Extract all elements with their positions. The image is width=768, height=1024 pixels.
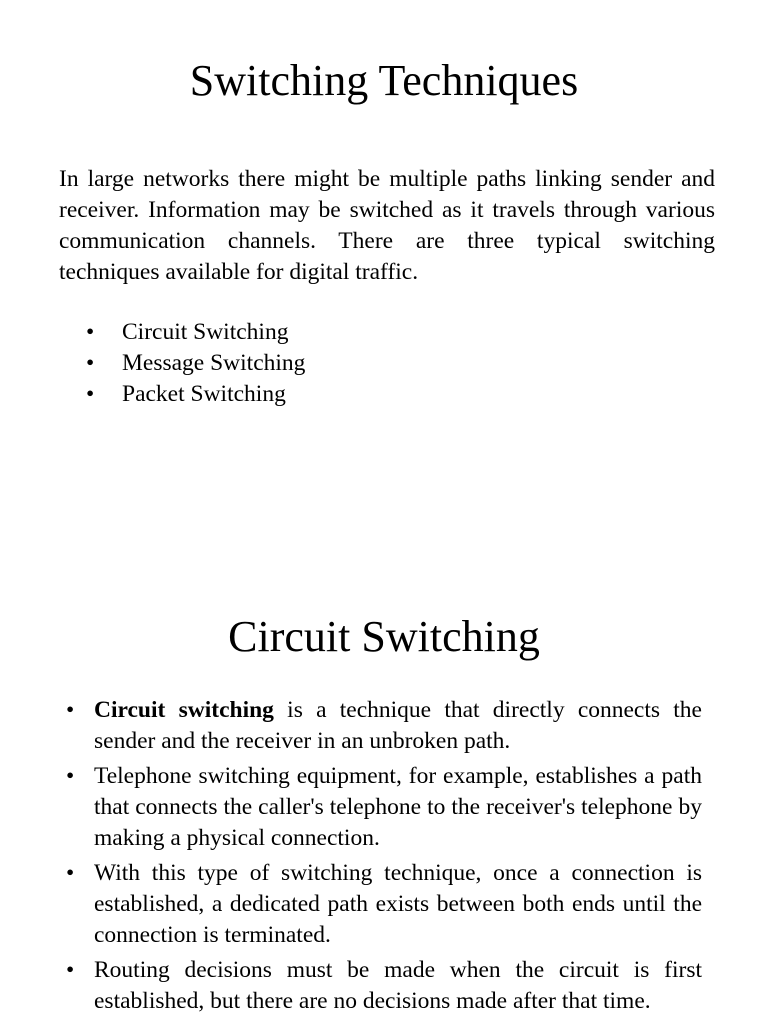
bullet-text: Telephone switching equipment, for example, establishes a path that connects the caller's telephone to the receiver's telephone by making a physical connection.	[94, 763, 702, 851]
list-item	[86, 317, 305, 348]
bullet-icon: •	[66, 697, 75, 723]
circuit-switching-bullets	[66, 695, 702, 1021]
list-item	[86, 348, 305, 379]
bullet-icon: •	[86, 319, 95, 345]
slide-title-circuit-switching: Circuit Switching	[228, 612, 540, 661]
list-item	[66, 858, 702, 951]
bullet-icon: •	[66, 957, 75, 983]
list-item-label: Message Switching	[122, 350, 306, 376]
bullet-icon: •	[66, 763, 75, 789]
list-item	[86, 379, 305, 410]
bullet-text: With this type of switching technique, once a connection is established, a dedicated path exists between both ends until the connection is terminated.	[94, 860, 702, 948]
bullet-icon: •	[86, 350, 95, 376]
bullet-text: is a technique that directly connects the sender and the receiver in an unbroken path.	[94, 697, 702, 754]
bullet-text: Routing decisions must be made when the circuit is first established, but there are no decisions made after that time.	[94, 957, 702, 1014]
techniques-list	[86, 317, 305, 410]
slide-title-switching-techniques: Switching Techniques	[189, 56, 579, 105]
bullet-icon: •	[66, 860, 75, 886]
bold-term: Circuit switching	[94, 697, 274, 723]
intro-paragraph: In large networks there might be multiple paths linking sender and receiver. Information may be switched as it travels through various communication channels. There are three typical switching techniques available for digital traffic.	[59, 166, 715, 285]
bullet-icon: •	[86, 381, 95, 407]
list-item	[66, 761, 702, 854]
list-item	[66, 955, 702, 1017]
list-item-label: Packet Switching	[122, 381, 286, 407]
list-item	[66, 695, 702, 757]
list-item-label: Circuit Switching	[122, 319, 289, 345]
